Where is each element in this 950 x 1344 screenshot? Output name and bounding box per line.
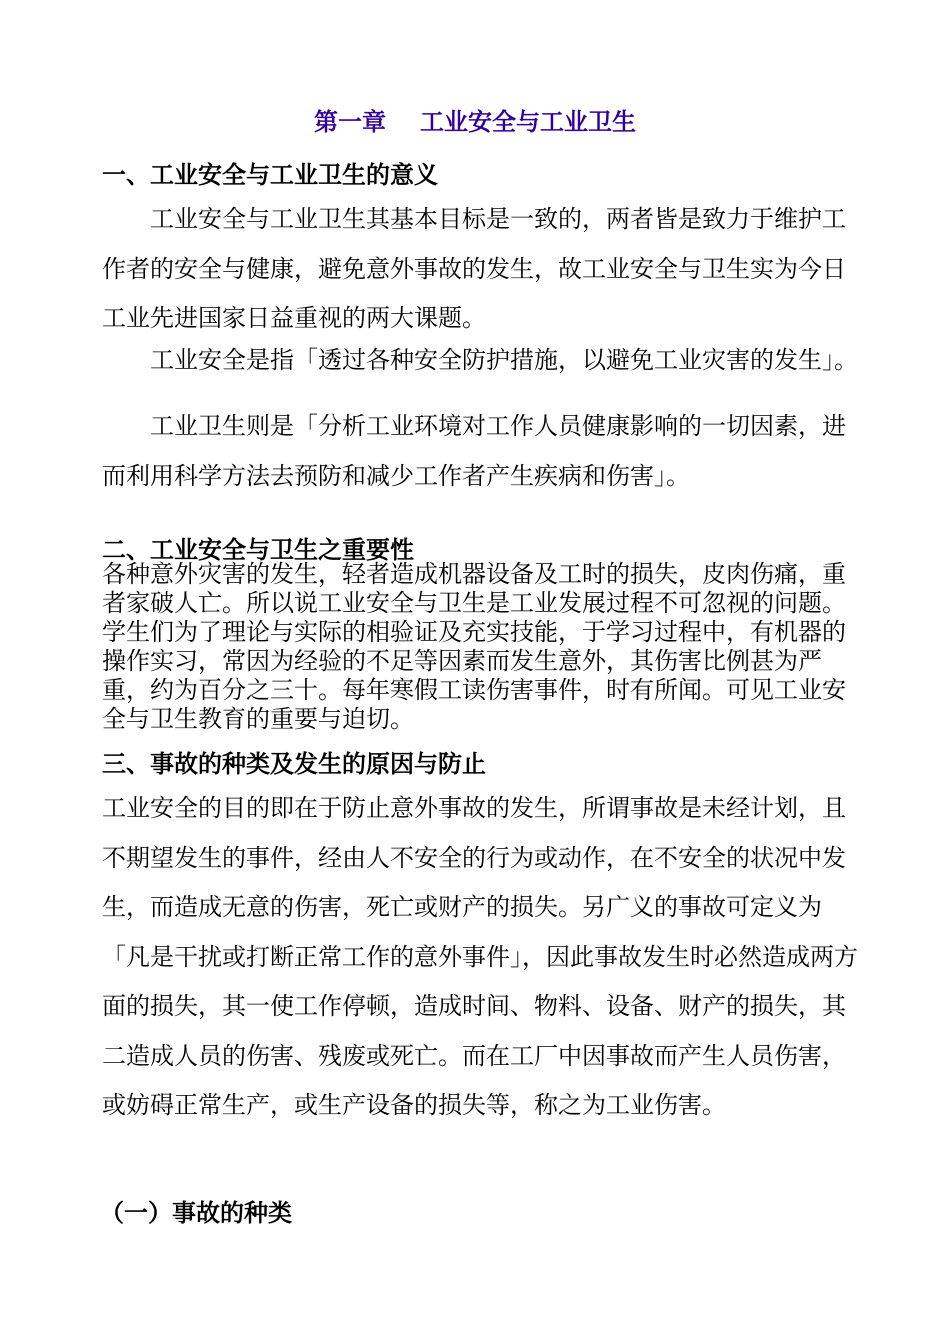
section-3-paragraph-1: 工业安全的目的即在于防止意外事故的发生，所谓事故是未经计划，且不期望发生的事件，经由人不安全的行为或动作，在不安全的状况中发生，而造成无意的伤害，死亡或财产的损失。另广义的事故可定义为「凡是干扰或打断正常工作的意外事件」，因此事故发生时必然造成两方面的损失，其一使工作停顿，造成时间、物料、设备、财产的损失，其二造成人员的伤害、残废或死亡。而在工厂中因事故而产生人员伤害，或妨碍正常生产，或生产设备的损失等，称之为工业伤害。 (102, 794, 858, 1119)
section-1-paragraph-3: 工业卫生则是「分析工业环境对工作人员健康影响的一切因素，进而利用科学方法去预防和减少工作者产生疾病和伤害」。 (102, 412, 846, 490)
section-2-heading: 二、工业安全与卫生之重要性 (102, 535, 414, 564)
section-1-paragraph-1: 工业安全与工业卫生其基本目标是一致的，两者皆是致力于维护工作者的安全与健康，避免意外事故的发生，故工业安全与卫生实为今日工业先进国家日益重视的两大课题。 (102, 205, 846, 332)
section-1-heading: 一、工业安全与工业卫生的意义 (102, 160, 438, 189)
section-1-paragraph-2: 工业安全是指「透过各种安全防护措施，以避免工业灾害的发生」。 (150, 346, 858, 374)
chapter-title-text: 工业安全与工业卫生 (420, 107, 636, 136)
section-2-paragraph-1: 各种意外灾害的发生，轻者造成机器设备及工时的损失，皮肉伤痛，重者家破人亡。所以说工业安全与卫生是工业发展过程不可忽视的问题。学生们为了理论与实际的相验证及充实技能，于学习过程中，有机器的操作实习，常因为经验的不足等因素而发生意外，其伤害比例甚为严重，约为百分之三十。每年寒假工读伤害事件，时有所闻。可见工业安全与卫生教育的重要与迫切。 (102, 560, 846, 733)
section-3-heading: 三、事故的种类及发生的原因与防止 (102, 749, 486, 778)
chapter-title (0, 102, 950, 137)
subsection-heading: （一）事故的种类 (100, 1198, 292, 1227)
chapter-label: 第一章 (314, 107, 386, 136)
